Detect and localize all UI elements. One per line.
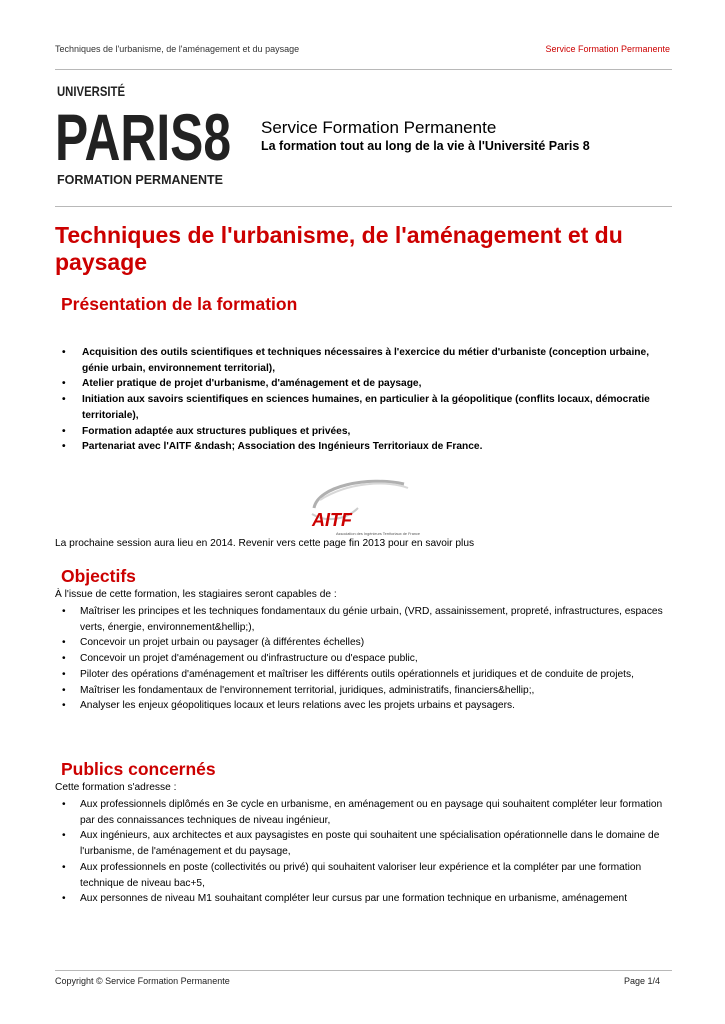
bullet-icon: •	[62, 668, 66, 680]
section-heading-publics: Publics concernés	[61, 759, 216, 779]
list-item: • Maîtriser les fondamentaux de l'environnement territorial, juridiques, administratifs, financiers&hellip;,	[62, 683, 672, 699]
logo-main-text: PARIS8	[55, 100, 231, 174]
bullet-icon: •	[62, 684, 66, 696]
bullet-icon: •	[62, 653, 66, 665]
list-item: • Concevoir un projet d'aménagement ou d'infrastructure ou d'espace public,	[62, 651, 672, 667]
bullet-icon: •	[62, 347, 66, 358]
bullet-icon: •	[62, 441, 66, 453]
section-heading-objectifs: Objectifs	[61, 566, 136, 586]
bullet-icon: •	[62, 606, 66, 617]
service-tagline: La formation tout au long de la vie à l'Université Paris 8	[261, 139, 590, 153]
bullet-icon: •	[62, 394, 66, 406]
bullet-icon: •	[62, 700, 66, 712]
header-service-name: Service Formation Permanente	[545, 44, 670, 54]
publics-list	[62, 797, 672, 907]
objectifs-list	[62, 604, 672, 714]
bullet-icon: •	[62, 378, 66, 390]
list-item: • Aux personnes de niveau M1 souhaitant compléter leur cursus par une formation technique en urbanisme, aménagement	[62, 891, 672, 907]
bullet-icon: •	[62, 425, 66, 437]
title-divider	[55, 206, 672, 207]
list-item: • Initiation aux savoirs scientifiques en sciences humaines, en particulier à la géopolitique (conflits locaux, démocratie territoriale),	[62, 394, 650, 421]
bullet-icon: •	[62, 637, 66, 649]
footer-divider	[55, 970, 672, 971]
footer-copyright: Copyright © Service Formation Permanente	[55, 976, 230, 986]
aitf-logo	[308, 478, 426, 540]
header-divider	[55, 69, 672, 70]
list-item: • Acquisition des outils scientifiques et techniques nécessaires à l'exercice du métier d'urbaniste (conception urbaine, génie urbain, environnement territorial),	[62, 347, 650, 374]
list-item: • Analyser les enjeux géopolitiques locaux et leurs relations avec les projets urbains et paysagers.	[62, 698, 672, 714]
running-header	[55, 44, 670, 54]
page-title: Techniques de l'urbanisme, de l'aménagement et du paysage	[55, 222, 623, 275]
session-note: La prochaine session aura lieu en 2014. Revenir vers cette page fin 2013 pour en savoir plus	[55, 538, 475, 549]
list-item: • Concevoir un projet urbain ou paysager (à différentes échelles)	[62, 635, 672, 651]
section-heading-presentation: Présentation de la formation	[61, 294, 298, 314]
bullet-icon: •	[62, 799, 66, 810]
logo-top-text: UNIVERSITÉ	[57, 83, 125, 99]
aitf-logo-text: AITF	[312, 510, 352, 530]
header-document-title: Techniques de l'urbanisme, de l'aménagement et du paysage	[55, 44, 300, 54]
list-item: • Piloter des opérations d'aménagement et maîtriser les différents outils opérationnels et juridiques et de conduite de projets,	[62, 667, 672, 683]
list-item: • Formation adaptée aux structures publiques et privées,	[62, 424, 667, 440]
bullet-icon: •	[62, 893, 66, 905]
list-item: • Aux professionnels en poste (collectivités ou privé) qui souhaitent valoriser leur expérience et la compléter par une formation technique de niveau bac+5,	[62, 861, 642, 889]
page-number: Page 1/4	[623, 976, 660, 986]
logo-bottom-text: FORMATION PERMANENTE	[57, 173, 224, 187]
objectifs-intro: À l'issue de cette formation, les stagiaires seront capables de :	[55, 589, 337, 600]
page-footer	[55, 976, 660, 986]
bullet-icon: •	[62, 830, 66, 842]
list-item: • Aux ingénieurs, aux architectes et aux paysagistes en poste qui souhaitent une spécialisation opérationnelle dans le domaine de l'urbanisme, de l'aménagement et du paysage,	[62, 830, 660, 858]
paris8-logo	[55, 82, 233, 188]
service-block	[261, 118, 590, 153]
bullet-icon: •	[62, 861, 66, 873]
publics-intro: Cette formation s'adresse :	[55, 782, 177, 793]
aitf-logo-subtext: Association des Ingénieurs Territoriaux de France	[336, 531, 421, 536]
list-item: • Maîtriser les principes et les techniques fondamentaux du génie urbain, (VRD, assainissement, propreté, infrastructures, espaces verts, énergie, environnement&hellip;),	[62, 606, 663, 633]
presentation-list	[62, 345, 667, 455]
list-item: • Aux professionnels diplômés en 3e cycle en urbanisme, en aménagement ou en paysage qui souhaitent compléter leur formation par des connaissances techniques de niveau ingénieur,	[62, 799, 663, 826]
list-item: • Atelier pratique de projet d'urbanisme, d'aménagement et de paysage,	[62, 376, 667, 392]
list-item: • Partenariat avec l'AITF &ndash; Association des Ingénieurs Territoriaux de France.	[62, 439, 667, 455]
service-name: Service Formation Permanente	[261, 118, 497, 137]
